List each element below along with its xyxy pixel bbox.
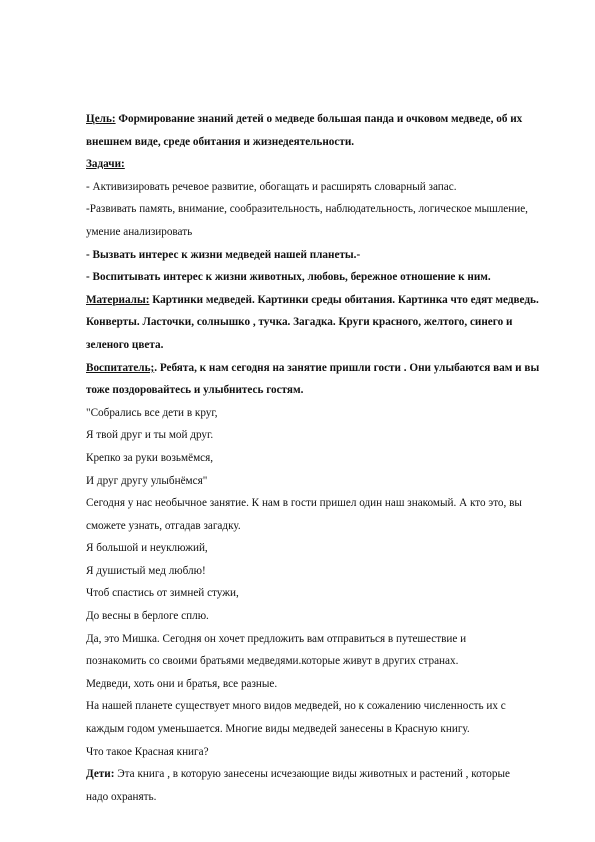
task-1: - Активизировать речевое развитие, обогащать и расширять словарный запас. (86, 180, 457, 193)
kids-text: Эта книга , в которую занесены исчезающие виды животных и растений , которые (114, 768, 510, 781)
paragraph-2-line-2: познакомить со своими братьями медведями.которые живут в других странах. (86, 655, 459, 668)
goal-label: Цель: (86, 113, 116, 125)
question-line: Что такое Красная книга? (86, 745, 209, 758)
materials-line-1 (86, 289, 556, 312)
paragraph-4-line-2: каждым годом уменьшается. Многие виды медведей занесены в Красную книгу. (86, 723, 470, 736)
materials-line-3: зеленого цвета. (86, 338, 164, 351)
task-2-line-1: -Развивать память, внимание, сообразительность, наблюдательность, логическое мышление, (86, 203, 528, 216)
educator-text: . Ребята, к нам сегодня на занятие пришли гости . Они улыбаются вам и вы (154, 361, 540, 374)
task-2-line-2: умение анализировать (86, 225, 193, 238)
task-4: - Воспитывать интерес к жизни животных, любовь, бережное отношение к ним. (86, 271, 491, 284)
paragraph-2-line-1: Да, это Мишка. Сегодня он хочет предложить вам отправиться в путешествие и (86, 632, 467, 645)
goal-line-2: внешнем виде, среде обитания и жизнедеятельности. (86, 135, 355, 148)
paragraph-3: Медведи, хоть они и братья, все разные. (86, 677, 278, 690)
paragraph-1-line-2: сможете узнать, отгадав загадку. (86, 519, 241, 532)
materials-text: Картинки медведей. Картинки среды обитания. Картинка что едят медведь. (149, 293, 539, 306)
paragraph-4-line-1: На нашей планете существует много видов медведей, но к сожалению численность их с (86, 700, 506, 713)
poem-line-2: Я твой друг и ты мой друг. (86, 429, 214, 442)
poem-line-4: И друг другу улыбнёмся" (86, 474, 208, 487)
kids-line-1 (86, 763, 556, 786)
poem-line-1: "Собрались все дети в круг, (86, 406, 218, 419)
materials-line-2: Конверты. Ласточки, солнышко , тучка. Загадка. Круги красного, желтого, синего и (86, 316, 513, 329)
materials-label: Материалы: (86, 293, 150, 306)
paragraph-1-line-1: Сегодня у нас необычное занятие. К нам в гости пришел один наш знакомый. А кто это, вы (86, 497, 522, 510)
tasks-heading: Задачи: (86, 158, 125, 171)
educator-line-1 (86, 357, 556, 380)
riddle-line-2: Я душистый мед люблю! (86, 564, 206, 577)
poem-line-3: Крепко за руки возьмёмся, (86, 451, 214, 464)
kids-line-2: надо охранять. (86, 790, 157, 803)
task-3: - Вызвать интерес к жизни медведей нашей планеты.- (86, 248, 361, 261)
kids-label: Дети: (86, 768, 115, 781)
educator-line-2: тоже поздоровайтесь и улыбнитесь гостям. (86, 384, 304, 397)
riddle-line-1: Я большой и неуклюжий, (86, 542, 208, 555)
goal-line-1 (86, 108, 556, 131)
educator-label: Воспитатель; (86, 361, 155, 374)
riddle-line-3: Чтоб спастись от зимней стужи, (86, 587, 239, 600)
document-page (86, 108, 556, 808)
riddle-line-4: До весны в берлоге сплю. (86, 610, 209, 623)
goal-text: Формирование знаний детей о медведе большая панда и очковом медведе, об их (115, 113, 523, 125)
